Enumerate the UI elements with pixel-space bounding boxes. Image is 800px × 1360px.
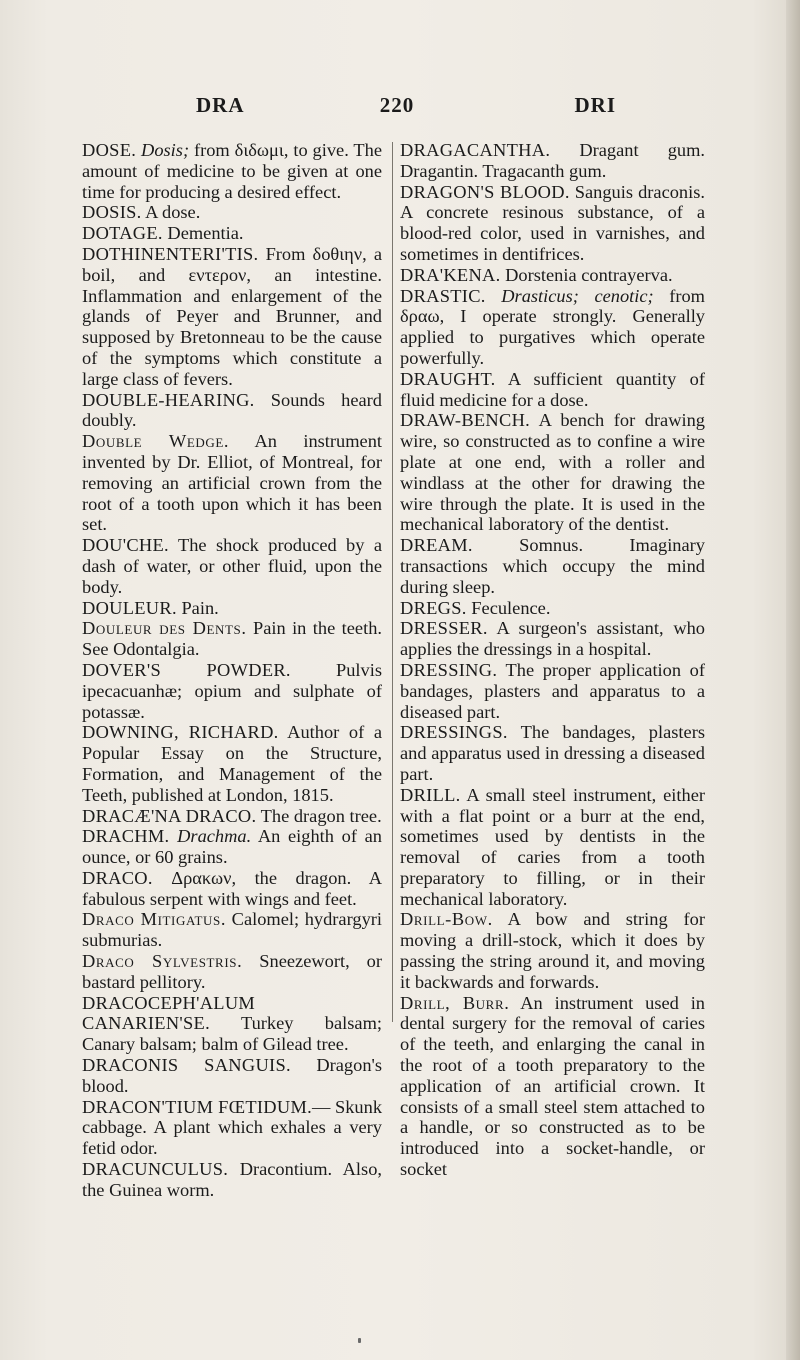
entry-definition: Sounds heard doubly. (82, 389, 382, 431)
entry-definition: A bench for drawing wire, so constructed as to confine a wire plate at one end, with a roller and windlass at the other for drawing the wire through the plate. It is used in the mechanical laboratory of the dentist. (400, 410, 705, 535)
entry-headword: DRACON'TIUM FŒTIDUM. (82, 1096, 313, 1117)
dictionary-entry (400, 140, 705, 182)
entry-headword: Douleur des Dents. (82, 618, 247, 639)
entry-definition: From δοθιην, a boil, and εντερον, an intestine. Inflammation and enlargement of the glands of Peyer and Brunner, and supposed by Bretonneau to be the cause of the symptoms which constitute a large class of fevers. (82, 243, 382, 389)
dictionary-entry (400, 265, 705, 286)
entry-headword: DRESSER. (400, 618, 488, 639)
entry-definition: The bandages, plasters and apparatus used in dressing a diseased part. (400, 722, 705, 784)
dictionary-entry (82, 826, 382, 868)
entry-headword: DOULEUR. (82, 597, 177, 618)
entry-definition: A bow and string for moving a drill-stock, which it does by passing the string around it, and moving it backwards and forwards. (400, 909, 705, 992)
dictionary-entry (82, 431, 382, 535)
entry-definition: The shock produced by a dash of water, or other fluid, upon the body. (82, 535, 382, 597)
page-speck (358, 1338, 361, 1343)
entry-headword: DRAUGHT. (400, 368, 496, 389)
entry-definition: Dementia. (162, 223, 244, 244)
entry-headword: DRACONIS SANGUIS. (82, 1055, 291, 1076)
entry-definition: Δρακων, the dragon. A fabulous serpent with wings and feet. (82, 867, 382, 909)
entry-headword: DRACUNCULUS. (82, 1159, 229, 1180)
dictionary-entry (82, 244, 382, 390)
entry-definition: from διδωμι, to give. The amount of medicine to be given at one time for producing a desired effect. (82, 140, 382, 202)
dictionary-entry (400, 660, 705, 722)
entry-definition: — Skunk cabbage. A plant which exhales a very fetid odor. (82, 1096, 383, 1159)
entry-headword: DRESSING. (400, 659, 498, 680)
entry-headword: Drill-Bow. (400, 909, 493, 930)
entry-headword: DRACHM. (82, 826, 170, 847)
entry-definition: Pain in the teeth. See Odontalgia. (82, 618, 382, 660)
dictionary-entry (400, 286, 705, 369)
dictionary-entry (82, 868, 382, 910)
dictionary-entry (82, 722, 382, 805)
entry-headword: DRILL. (400, 784, 461, 805)
entry-headword: DRA'KENA. (400, 264, 501, 285)
entry-definition: Calomel; hydrargyri submurias. (82, 909, 382, 951)
dictionary-entry (400, 598, 705, 619)
entry-headword: DOSIS. (82, 202, 142, 223)
dictionary-entry (82, 390, 382, 432)
dictionary-entry (82, 993, 382, 1055)
entry-headword: DRESSINGS. (400, 722, 508, 743)
dictionary-entry (400, 993, 705, 1180)
right-column (400, 140, 705, 1180)
entry-definition: from δραω, I operate strongly. Generally applied to purgatives which operate powerfully. (400, 285, 705, 368)
dictionary-entry (400, 369, 705, 411)
dictionary-entry (400, 722, 705, 784)
dictionary-entry (82, 1097, 382, 1159)
entry-definition: Pain. (176, 597, 219, 618)
dictionary-entry (82, 140, 382, 202)
entry-definition: Dracontium. Also, the Guinea worm. (82, 1159, 382, 1200)
running-head-left: DRA (196, 93, 245, 117)
entry-headword: DRAW-BENCH. (400, 410, 531, 431)
dictionary-entry (82, 806, 382, 827)
entry-headword: DRASTIC. (400, 285, 486, 306)
dictionary-entry (82, 202, 382, 223)
entry-definition: Sneezewort, or bastard pellitory. (82, 951, 382, 992)
entry-definition: A small steel instrument, either with a flat point or a burr at the end, sometimes used by dentists in the removal of caries from a tooth preparatory to filling, or in their mechanical laboratory. (400, 784, 705, 909)
dictionary-entry (82, 660, 382, 722)
entry-headword: DOTHINENTERI'TIS. (82, 243, 259, 264)
dictionary-entry (82, 598, 382, 619)
dictionary-entry (400, 785, 705, 910)
entry-definition: Dragon's blood. (82, 1055, 382, 1096)
entry-headword: DOU'CHE. (82, 535, 169, 556)
entry-headword: Drill, Burr. (400, 992, 510, 1013)
entry-latin-term: Drasticus; cenotic; (501, 285, 654, 306)
entry-headword: Draco Sylvestris. (82, 951, 243, 972)
column-rule (392, 142, 393, 1022)
left-column (82, 140, 382, 1201)
entry-headword: DOSE. (82, 140, 137, 160)
entry-definition: Sanguis draconis. A concrete resinous substance, of a blood-red color, used in varnishes, and sometimes in dentifrices. (400, 181, 705, 264)
entry-latin-term: Dosis; (141, 140, 190, 160)
entry-definition: Feculence. (466, 597, 551, 618)
dictionary-entry (82, 223, 382, 244)
entry-headword: DOTAGE. (82, 223, 163, 244)
dictionary-entry (400, 182, 705, 265)
entry-definition: The dragon tree. (256, 805, 382, 826)
entry-headword: DRACO. (82, 867, 153, 888)
running-head-right: DRI (574, 93, 616, 117)
entry-definition: A surgeon's assistant, who applies the dressings in a hospital. (400, 618, 705, 660)
dictionary-entry (82, 1159, 382, 1201)
entry-headword: Draco Mitigatus. (82, 909, 227, 930)
dictionary-entry (82, 1055, 382, 1097)
entry-headword: DRACOCEPH'ALUM CANARIEN'SE. (82, 992, 256, 1034)
entry-definition: A sufficient quantity of fluid medicine for a dose. (400, 368, 705, 410)
dictionary-entry (400, 410, 705, 535)
entry-definition: Dragant gum. Dragantin. Tragacanth gum. (400, 140, 705, 181)
dictionary-entry (82, 909, 382, 951)
entry-definition: A dose. (141, 202, 201, 223)
entry-headword: Double Wedge. (82, 431, 230, 452)
entry-latin-term: Drachma. (177, 826, 252, 847)
dictionary-entry (82, 951, 382, 993)
entry-definition: Pulvis ipecacuanhæ; opium and sulphate of potassæ. (82, 659, 383, 722)
page-edge-shadow (786, 0, 800, 1360)
entry-definition: An eighth of an ounce, or 60 grains. (82, 826, 383, 868)
running-head (196, 93, 616, 119)
entry-headword: DOVER'S POWDER. (82, 659, 291, 680)
entry-definition: Turkey balsam; Canary balsam; balm of Gilead tree. (82, 1013, 382, 1055)
entry-definition: Somnus. Imaginary transactions which occupy the mind during sleep. (400, 535, 705, 597)
entry-headword: DRAGACANTHA. (400, 140, 551, 160)
entry-definition: Author of a Popular Essay on the Structure, Formation, and Management of the Teeth, published at London, 1815. (82, 722, 382, 805)
dictionary-entry (400, 909, 705, 992)
entry-definition: An instrument invented by Dr. Elliot, of Montreal, for removing an artificial crown from the root of a tooth upon which it has been set. (82, 431, 382, 535)
page-number: 220 (379, 93, 415, 117)
entry-headword: DRAGON'S BLOOD. (400, 181, 570, 202)
entry-headword: DOUBLE-HEARING. (82, 389, 255, 410)
entry-headword: DREGS. (400, 597, 467, 618)
dictionary-entry (400, 535, 705, 597)
entry-headword: DRACÆ'NA DRACO. (82, 805, 257, 826)
dictionary-entry (82, 618, 382, 660)
entry-headword: DREAM. (400, 535, 473, 556)
dictionary-entry (82, 535, 382, 597)
dictionary-entry (400, 618, 705, 660)
entry-definition: Dorstenia contrayerva. (500, 264, 673, 285)
entry-headword: DOWNING, RICHARD. (82, 722, 279, 743)
entry-definition: The proper application of bandages, plasters and apparatus to a diseased part. (400, 659, 705, 722)
entry-definition: An instrument used in dental surgery for the removal of caries of the teeth, and enlarging the canal in the root of a tooth preparatory to the application of an artificial crown. It consists of a small steel stem attached to a handle, or so constructed as to be introduced into a socket-handle, or socket (400, 992, 706, 1180)
